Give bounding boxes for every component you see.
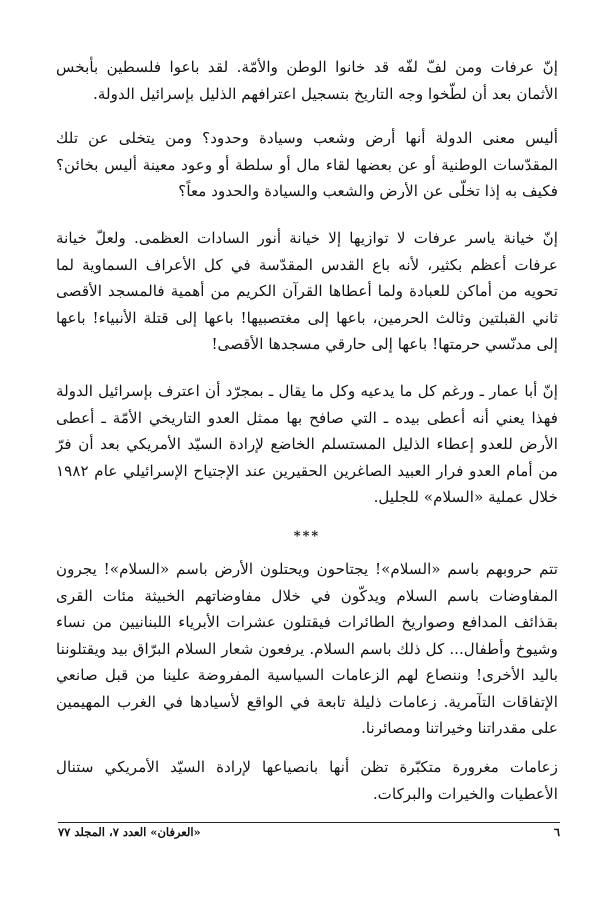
paragraph-6: زعامات مغرورة متكبّرة تظن أنها بانصياعها لإرادة السيّد الأمريكي ستنال الأعطيات والخيرات والبركات.: [56, 758, 558, 803]
paragraph-2: أليس معنى الدولة أنها أرض وشعب وسيادة وحدود؟ ومن يتخلى عن تلك المقدّسات الوطنية أو عن بعضها لقاء مال أو سلطة أو وعود معينة أليس بخائن؟ فكيف به إذا تخلّى عن الأرض والشعب والسيادة والحدود معاً؟: [56, 129, 558, 201]
page-footer: [58, 822, 560, 839]
section-separator: ***: [293, 528, 321, 544]
paragraph-5: تتم حروبهم باسم «السلام»! يجتاحون ويحتلون الأرض باسم «السلام»! يجرون المفاوضات باسم السلام ويدكّون في خلال مفاوضاتهم الخبيثة مئات القرى بقذائف المدافع وصواريخ الطائرات فيقتلون عشرات الأبرياء اللبنانيين من نساء وشيوخ وأطفال... كل ذلك باسم السلام. يرفعون شعار السلام البرّاق بيد ويقتلوننا باليد الأخرى! وننصاع لهم الزعامات السياسية المفروضة علينا من قبل صانعي الإتفاقات التآمرية. زعامات ذليلة تابعة في الواقع لأسيادها في الغرب المهيمين على مقدراتنا وخيراتنا ومصائرنا.: [56, 559, 558, 738]
journal-citation: «العرفان» العدد ٧، المجلد ٧٧: [58, 825, 201, 839]
paragraph-1: إنّ عرفات ومن لفّ لفّه قد خانوا الوطن والأمّة. لقد باعوا فلسطين بأبخس الأثمان بعد أن لطّخوا وجه التاريخ بتسجيل اعترافهم الذليل بإسرائيل الدولة.: [56, 58, 558, 103]
page-number: ٦: [553, 825, 560, 839]
paragraph-4: إنّ أبا عمار ـ ورغم كل ما يدعيه وكل ما يقال ـ بمجرّد أن اعترف بإسرائيل الدولة فهذا يعني أنه أعطى بيده ـ التي صافح بها ممثل العدو التاريخي الأمّة ـ أعطى الأرض للعدو إعطاء الذليل المستسلم الخاضع لإرادة السيّد الأمريكي بعد أن فرّ من أمام العدو فرار العبيد الصاغرين الحقيرين عند الإجتياح الإسرائيلي عام ١٩٨٢ خلال عملية «السلام» للجليل.: [56, 381, 558, 507]
paragraph-3: إنّ خيانة ياسر عرفات لا توازيها إلا خيانة أنور السادات العظمى. ولعلّ خيانة عرفات أعظم بكثير، لأنه باع القدس المقدّسة في كل الأعراف السماوية لما تحويه من أماكن للعبادة ولما أعطاها القرآن الكريم من أهمية فالمسجد الأقصى ثاني القبلتين وثالث الحرمين، باعها إلى مغتصبيها! باعها إلى قتلة الأنبياء! باعها إلى مدنّسي حرمتها! باعها إلى حارقي مسجدها الأقصى!: [56, 228, 558, 354]
